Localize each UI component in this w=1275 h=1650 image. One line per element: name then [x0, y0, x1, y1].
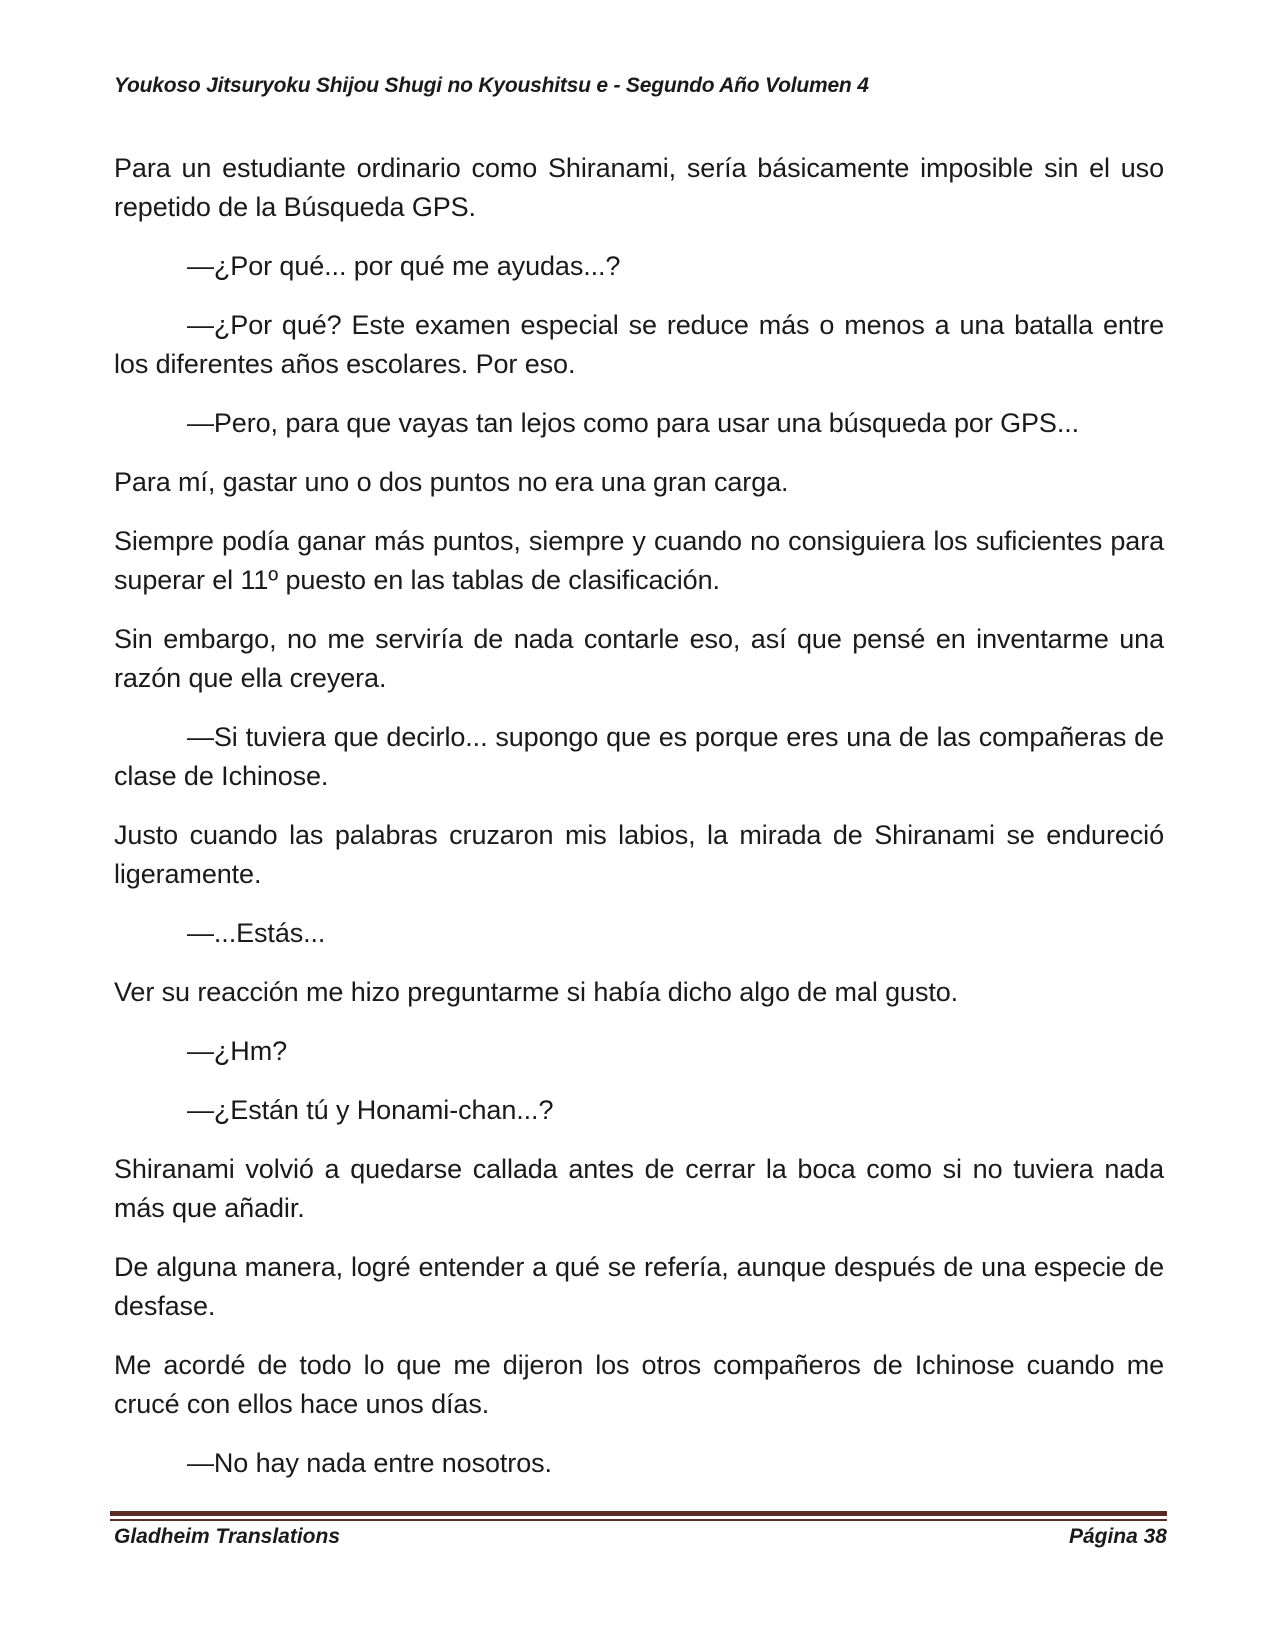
footer-divider-thick	[110, 1511, 1167, 1516]
paragraph: Shiranami volvió a quedarse callada antes de cerrar la boca como si no tuviera nada más que añadir.	[114, 1154, 1164, 1223]
paragraph: Ver su reacción me hizo preguntarme si había dicho algo de mal gusto.	[114, 977, 959, 1007]
paragraph: Para un estudiante ordinario como Shiranami, sería básicamente imposible sin el uso repetido de la Búsqueda GPS.	[114, 153, 1164, 222]
dialogue-paragraph: —¿Están tú y Honami-chan...?	[187, 1095, 554, 1125]
body-text	[114, 149, 1164, 1503]
dialogue-paragraph: —Pero, para que vayas tan lejos como para usar una búsqueda por GPS...	[187, 408, 1080, 438]
paragraph: Me acordé de todo lo que me dijeron los otros compañeros de Ichinose cuando me crucé con ellos hace unos días.	[114, 1350, 1164, 1419]
dialogue-paragraph: —¿Hm?	[187, 1036, 287, 1066]
paragraph: De alguna manera, logré entender a qué se refería, aunque después de una especie de desfase.	[114, 1252, 1164, 1321]
dialogue-paragraph: —...Estás...	[187, 918, 326, 948]
dialogue-paragraph: —Si tuviera que decirlo... supongo que es porque eres una de las compañeras de clase de Ichinose.	[114, 722, 1164, 791]
page-header-title: Youkoso Jitsuryoku Shijou Shugi no Kyoushitsu e - Segundo Año Volumen 4	[114, 74, 869, 97]
paragraph: Sin embargo, no me serviría de nada contarle eso, así que pensé en inventarme una razón que ella creyera.	[114, 624, 1164, 693]
paragraph: Para mí, gastar uno o dos puntos no era una gran carga.	[114, 467, 789, 497]
dialogue-paragraph: —¿Por qué... por qué me ayudas...?	[187, 251, 621, 281]
paragraph: Justo cuando las palabras cruzaron mis labios, la mirada de Shiranami se endureció ligeramente.	[114, 820, 1164, 889]
dialogue-paragraph: —¿Por qué? Este examen especial se reduce más o menos a una batalla entre los diferentes años escolares. Por eso.	[114, 310, 1164, 379]
footer-translator: Gladheim Translations	[114, 1525, 341, 1548]
paragraph: Siempre podía ganar más puntos, siempre y cuando no consiguiera los suficientes para superar el 11º puesto en las tablas de clasificación.	[114, 526, 1164, 595]
footer-page-number: Página 38	[1068, 1525, 1167, 1548]
footer-divider-thin	[110, 1519, 1167, 1521]
dialogue-paragraph: —No hay nada entre nosotros.	[187, 1448, 552, 1478]
